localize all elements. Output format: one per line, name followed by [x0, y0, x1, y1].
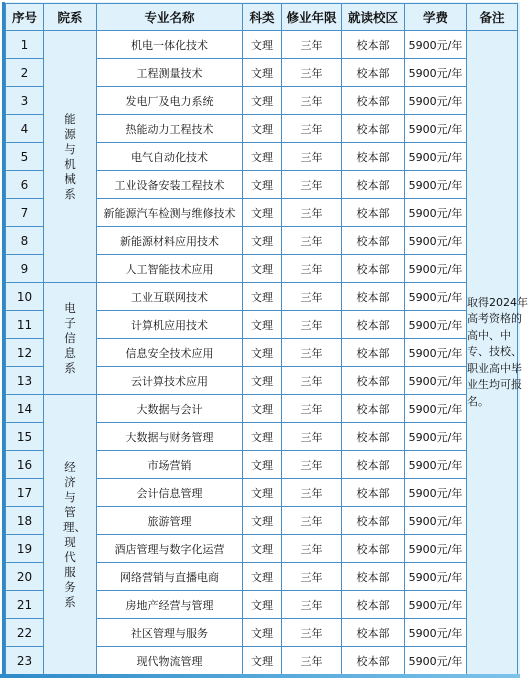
cell-seq: 19	[6, 535, 44, 563]
cell-campus: 校本部	[342, 87, 405, 115]
cell-major: 云计算技术应用	[97, 367, 243, 395]
cell-campus: 校本部	[342, 647, 405, 675]
cell-campus: 校本部	[342, 31, 405, 59]
cell-major: 网络营销与直播电商	[97, 563, 243, 591]
cell-subject: 文理	[243, 647, 282, 675]
cell-major: 市场营销	[97, 451, 243, 479]
cell-years: 三年	[282, 507, 342, 535]
cell-campus: 校本部	[342, 311, 405, 339]
cell-fee: 5900元/年	[405, 535, 467, 563]
cell-seq: 5	[6, 143, 44, 171]
cell-fee: 5900元/年	[405, 59, 467, 87]
cell-seq: 8	[6, 227, 44, 255]
department-name: 经济与管理、现代服务系	[63, 459, 86, 609]
cell-fee: 5900元/年	[405, 311, 467, 339]
cell-subject: 文理	[243, 115, 282, 143]
cell-years: 三年	[282, 647, 342, 675]
cell-campus: 校本部	[342, 227, 405, 255]
header-note: 备注	[467, 4, 518, 31]
header-subject: 科类	[243, 4, 282, 31]
cell-major: 新能源汽车检测与维修技术	[97, 199, 243, 227]
cell-subject: 文理	[243, 283, 282, 311]
cell-subject: 文理	[243, 535, 282, 563]
cell-campus: 校本部	[342, 255, 405, 283]
cell-seq: 14	[6, 395, 44, 423]
cell-years: 三年	[282, 115, 342, 143]
cell-seq: 23	[6, 647, 44, 675]
cell-subject: 文理	[243, 311, 282, 339]
cell-years: 三年	[282, 479, 342, 507]
cell-major: 大数据与会计	[97, 395, 243, 423]
cell-seq: 10	[6, 283, 44, 311]
cell-major: 酒店管理与数字化运营	[97, 535, 243, 563]
cell-years: 三年	[282, 87, 342, 115]
cell-years: 三年	[282, 255, 342, 283]
cell-seq: 4	[6, 115, 44, 143]
cell-subject: 文理	[243, 339, 282, 367]
cell-years: 三年	[282, 227, 342, 255]
cell-major: 房地产经营与管理	[97, 591, 243, 619]
cell-seq: 11	[6, 311, 44, 339]
cell-major: 大数据与财务管理	[97, 423, 243, 451]
cell-subject: 文理	[243, 59, 282, 87]
cell-fee: 5900元/年	[405, 31, 467, 59]
cell-campus: 校本部	[342, 423, 405, 451]
cell-major: 信息安全技术应用	[97, 339, 243, 367]
cell-seq: 13	[6, 367, 44, 395]
cell-subject: 文理	[243, 451, 282, 479]
cell-campus: 校本部	[342, 563, 405, 591]
cell-campus: 校本部	[342, 115, 405, 143]
cell-fee: 5900元/年	[405, 619, 467, 647]
cell-subject: 文理	[243, 199, 282, 227]
cell-major: 工业互联网技术	[97, 283, 243, 311]
table-body	[6, 31, 528, 675]
header-seq: 序号	[6, 4, 44, 31]
cell-campus: 校本部	[342, 171, 405, 199]
cell-department	[44, 283, 97, 395]
cell-major: 会计信息管理	[97, 479, 243, 507]
cell-years: 三年	[282, 283, 342, 311]
cell-campus: 校本部	[342, 59, 405, 87]
cell-subject: 文理	[243, 227, 282, 255]
cell-years: 三年	[282, 395, 342, 423]
majors-table	[5, 3, 528, 675]
cell-subject: 文理	[243, 507, 282, 535]
cell-major: 电气自动化技术	[97, 143, 243, 171]
cell-seq: 18	[6, 507, 44, 535]
cell-seq: 21	[6, 591, 44, 619]
table-row	[6, 283, 518, 311]
cell-years: 三年	[282, 535, 342, 563]
cell-seq: 17	[6, 479, 44, 507]
cell-years: 三年	[282, 619, 342, 647]
cell-years: 三年	[282, 171, 342, 199]
cell-years: 三年	[282, 339, 342, 367]
header-major: 专业名称	[97, 4, 243, 31]
cell-subject: 文理	[243, 367, 282, 395]
cell-fee: 5900元/年	[405, 507, 467, 535]
cell-years: 三年	[282, 59, 342, 87]
cell-campus: 校本部	[342, 479, 405, 507]
cell-campus: 校本部	[342, 143, 405, 171]
cell-subject: 文理	[243, 395, 282, 423]
cell-years: 三年	[282, 591, 342, 619]
header-dept: 院系	[44, 4, 97, 31]
cell-fee: 5900元/年	[405, 283, 467, 311]
cell-subject: 文理	[243, 563, 282, 591]
header-row	[6, 4, 518, 31]
cell-major: 人工智能技术应用	[97, 255, 243, 283]
cell-major: 热能动力工程技术	[97, 115, 243, 143]
cell-fee: 5900元/年	[405, 395, 467, 423]
cell-seq: 15	[6, 423, 44, 451]
cell-major: 工程测量技术	[97, 59, 243, 87]
cell-fee: 5900元/年	[405, 87, 467, 115]
cell-seq: 3	[6, 87, 44, 115]
cell-years: 三年	[282, 199, 342, 227]
cell-campus: 校本部	[342, 199, 405, 227]
cell-years: 三年	[282, 31, 342, 59]
note-text: 取得2024年高考资格的高中、中专、技校、职业高中毕业生均可报名。	[467, 295, 528, 408]
cell-seq: 22	[6, 619, 44, 647]
cell-years: 三年	[282, 311, 342, 339]
cell-seq: 9	[6, 255, 44, 283]
cell-fee: 5900元/年	[405, 563, 467, 591]
cell-years: 三年	[282, 367, 342, 395]
department-name: 能源与机械系	[64, 111, 76, 201]
cell-fee: 5900元/年	[405, 143, 467, 171]
cell-campus: 校本部	[342, 367, 405, 395]
cell-fee: 5900元/年	[405, 479, 467, 507]
cell-campus: 校本部	[342, 535, 405, 563]
cell-subject: 文理	[243, 619, 282, 647]
cell-seq: 2	[6, 59, 44, 87]
cell-major: 发电厂及电力系统	[97, 87, 243, 115]
cell-years: 三年	[282, 563, 342, 591]
cell-seq: 12	[6, 339, 44, 367]
cell-subject: 文理	[243, 143, 282, 171]
cell-campus: 校本部	[342, 591, 405, 619]
cell-fee: 5900元/年	[405, 115, 467, 143]
cell-fee: 5900元/年	[405, 367, 467, 395]
header-years: 修业年限	[282, 4, 342, 31]
cell-seq: 16	[6, 451, 44, 479]
bottom-accent-bar	[0, 674, 520, 678]
cell-subject: 文理	[243, 479, 282, 507]
cell-years: 三年	[282, 143, 342, 171]
cell-major: 社区管理与服务	[97, 619, 243, 647]
cell-major: 旅游管理	[97, 507, 243, 535]
cell-campus: 校本部	[342, 395, 405, 423]
cell-seq: 1	[6, 31, 44, 59]
cell-fee: 5900元/年	[405, 591, 467, 619]
cell-major: 计算机应用技术	[97, 311, 243, 339]
header-campus: 就读校区	[342, 4, 405, 31]
header-fee: 学费	[405, 4, 467, 31]
cell-note	[467, 31, 528, 675]
cell-campus: 校本部	[342, 339, 405, 367]
cell-years: 三年	[282, 451, 342, 479]
cell-fee: 5900元/年	[405, 171, 467, 199]
cell-years: 三年	[282, 423, 342, 451]
cell-campus: 校本部	[342, 283, 405, 311]
cell-fee: 5900元/年	[405, 451, 467, 479]
cell-subject: 文理	[243, 87, 282, 115]
cell-subject: 文理	[243, 423, 282, 451]
cell-seq: 6	[6, 171, 44, 199]
cell-subject: 文理	[243, 31, 282, 59]
table-row	[6, 395, 518, 423]
table-row	[6, 31, 518, 59]
cell-fee: 5900元/年	[405, 423, 467, 451]
cell-fee: 5900元/年	[405, 199, 467, 227]
cell-seq: 7	[6, 199, 44, 227]
cell-campus: 校本部	[342, 507, 405, 535]
cell-major: 现代物流管理	[97, 647, 243, 675]
cell-major: 工业设备安装工程技术	[97, 171, 243, 199]
department-name: 电子信息系	[64, 301, 76, 375]
cell-fee: 5900元/年	[405, 227, 467, 255]
cell-seq: 20	[6, 563, 44, 591]
cell-subject: 文理	[243, 591, 282, 619]
cell-fee: 5900元/年	[405, 647, 467, 675]
cell-fee: 5900元/年	[405, 255, 467, 283]
cell-major: 新能源材料应用技术	[97, 227, 243, 255]
cell-fee: 5900元/年	[405, 339, 467, 367]
cell-campus: 校本部	[342, 619, 405, 647]
cell-subject: 文理	[243, 255, 282, 283]
cell-major: 机电一体化技术	[97, 31, 243, 59]
cell-campus: 校本部	[342, 451, 405, 479]
cell-subject: 文理	[243, 171, 282, 199]
cell-department	[44, 395, 97, 675]
cell-department	[44, 31, 97, 283]
